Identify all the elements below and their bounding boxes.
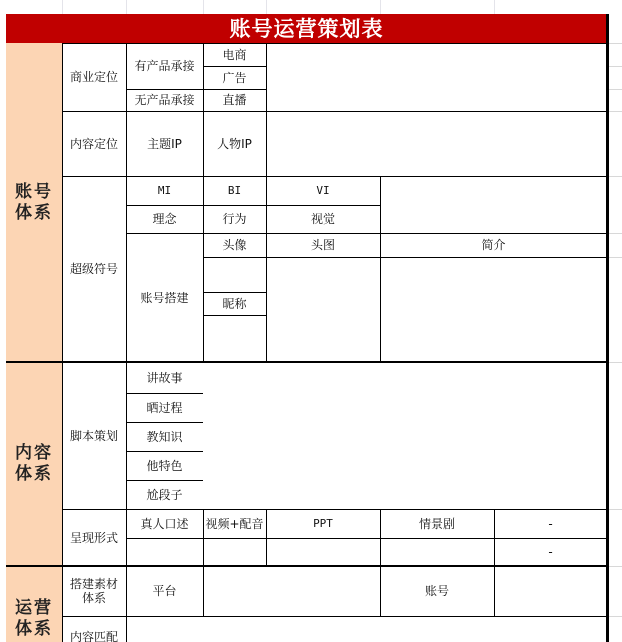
cell-business-position[interactable]: 商业定位 bbox=[69, 70, 118, 84]
cell-with-product[interactable]: 有产品承接 bbox=[134, 59, 195, 73]
cell-theme-ip[interactable]: 主题IP bbox=[147, 136, 182, 151]
cell-intro-value[interactable] bbox=[380, 257, 607, 362]
section-content-system[interactable] bbox=[6, 362, 62, 566]
border bbox=[266, 509, 267, 566]
cell-content-notes[interactable] bbox=[266, 111, 607, 176]
gridline bbox=[608, 43, 622, 44]
cell-bi[interactable]: BI bbox=[227, 183, 242, 197]
border-right bbox=[606, 14, 609, 642]
border bbox=[126, 89, 266, 90]
border bbox=[494, 509, 495, 616]
gridline bbox=[380, 0, 381, 14]
section-label-line1: 账号 bbox=[15, 181, 53, 202]
cell-live[interactable]: 直播 bbox=[222, 93, 247, 107]
border bbox=[126, 233, 607, 234]
cell-nickname[interactable]: 昵称 bbox=[222, 296, 247, 311]
cell-script-notes[interactable] bbox=[203, 362, 607, 509]
section-label-line2: 体系 bbox=[15, 464, 53, 484]
gridline bbox=[494, 0, 495, 14]
border bbox=[126, 43, 127, 642]
gridline bbox=[608, 566, 622, 567]
cell-content-match[interactable]: 内容匹配 bbox=[69, 630, 118, 642]
border bbox=[266, 43, 267, 362]
border bbox=[62, 616, 607, 617]
cell-account-setup[interactable]: 账号搭建 bbox=[140, 290, 189, 305]
cell-presentation-value[interactable] bbox=[203, 538, 266, 566]
cell-script-item[interactable]: 晒过程 bbox=[146, 400, 183, 415]
section-label-line2: 体系 bbox=[15, 202, 53, 223]
border bbox=[62, 43, 63, 642]
sheet-title[interactable]: 账号运营策划表 bbox=[6, 14, 607, 43]
cell-super-symbol[interactable]: 超级符号 bbox=[69, 262, 118, 276]
border bbox=[203, 292, 266, 293]
border bbox=[203, 43, 204, 362]
gridline bbox=[608, 89, 622, 90]
border bbox=[126, 393, 203, 394]
cell-presentation-form[interactable]: 呈现形式 bbox=[69, 530, 118, 545]
sheet-top-margin bbox=[0, 0, 622, 14]
cell-ecommerce[interactable]: 电商 bbox=[222, 47, 247, 62]
border-section bbox=[6, 361, 607, 363]
cell-presentation-item[interactable]: 真人口述 bbox=[140, 516, 189, 531]
gridline bbox=[608, 111, 622, 112]
cell-platform[interactable]: 平台 bbox=[152, 584, 177, 598]
gridline bbox=[608, 616, 622, 617]
border bbox=[62, 176, 607, 177]
cell-presentation-item[interactable]: - bbox=[548, 516, 553, 531]
cell-person-ip[interactable]: 人物IP bbox=[217, 136, 252, 151]
gridline bbox=[608, 257, 622, 258]
gridline bbox=[203, 0, 204, 14]
cell-presentation-value[interactable]: - bbox=[548, 545, 553, 559]
cell-material-system[interactable] bbox=[62, 566, 126, 616]
cell-content-position[interactable]: 内容定位 bbox=[69, 136, 118, 151]
cell-without-product[interactable]: 无产品承接 bbox=[134, 93, 195, 107]
gridline bbox=[608, 176, 622, 177]
border bbox=[62, 111, 607, 112]
cell-content-match-value[interactable] bbox=[126, 616, 607, 642]
border bbox=[203, 315, 266, 316]
cell-ads[interactable]: 广告 bbox=[222, 70, 247, 85]
section-account-system[interactable] bbox=[6, 43, 62, 362]
cell-script-item[interactable]: 他特色 bbox=[146, 458, 183, 473]
border bbox=[126, 422, 203, 423]
cell-label-line2: 体系 bbox=[81, 591, 106, 605]
cell-business-notes[interactable] bbox=[266, 43, 607, 111]
border bbox=[203, 509, 204, 616]
border bbox=[126, 451, 203, 452]
cell-platform-value[interactable] bbox=[203, 566, 380, 616]
border bbox=[126, 205, 380, 206]
cell-account[interactable]: 账号 bbox=[424, 584, 449, 598]
cell-presentation-item[interactable]: 情景剧 bbox=[418, 516, 455, 531]
cell-mi[interactable]: MI bbox=[157, 183, 172, 197]
border bbox=[203, 66, 266, 67]
cell-avatar-value[interactable] bbox=[203, 257, 266, 292]
gridline bbox=[608, 362, 622, 363]
border bbox=[203, 257, 607, 258]
cell-vi[interactable]: VI bbox=[316, 183, 330, 197]
cell-header-image[interactable]: 头图 bbox=[310, 238, 335, 252]
gridline bbox=[608, 509, 622, 510]
gridline bbox=[266, 0, 267, 14]
section-operation-system[interactable] bbox=[6, 566, 62, 642]
border bbox=[126, 480, 203, 481]
cell-symbol-notes[interactable] bbox=[380, 176, 607, 233]
cell-concept[interactable]: 理念 bbox=[152, 212, 177, 226]
border bbox=[380, 176, 381, 362]
gridline bbox=[608, 233, 622, 234]
cell-script-item[interactable]: 教知识 bbox=[146, 429, 183, 444]
cell-presentation-value[interactable] bbox=[266, 538, 380, 566]
border bbox=[126, 538, 607, 539]
gridline bbox=[608, 66, 622, 67]
cell-account-value[interactable] bbox=[494, 566, 607, 616]
cell-behavior[interactable]: 行为 bbox=[222, 212, 247, 226]
cell-presentation-item[interactable]: PPT bbox=[313, 516, 333, 530]
cell-intro[interactable]: 简介 bbox=[481, 238, 506, 252]
cell-header-image-value[interactable] bbox=[266, 257, 380, 362]
cell-presentation-item[interactable]: 视频+配音 bbox=[205, 516, 264, 531]
cell-visual[interactable]: 视觉 bbox=[310, 212, 335, 226]
cell-nickname-value[interactable] bbox=[203, 315, 266, 362]
gridline bbox=[62, 0, 63, 14]
section-label-line2: 体系 bbox=[15, 619, 53, 639]
section-label-line1: 运营 bbox=[15, 598, 53, 618]
cell-avatar[interactable]: 头像 bbox=[222, 238, 247, 252]
cell-label-line1: 搭建素材 bbox=[69, 577, 118, 591]
cell-presentation-value[interactable] bbox=[126, 538, 203, 566]
border bbox=[380, 509, 381, 616]
gridline bbox=[126, 0, 127, 14]
border bbox=[62, 43, 607, 44]
section-label-line1: 内容 bbox=[15, 443, 53, 463]
border-section bbox=[6, 565, 607, 567]
cell-script-item[interactable]: 讲故事 bbox=[146, 370, 183, 385]
cell-script-planning[interactable]: 脚本策划 bbox=[69, 428, 118, 443]
cell-script-item[interactable]: 尬段子 bbox=[146, 487, 183, 502]
border bbox=[62, 509, 607, 510]
cell-presentation-value[interactable] bbox=[380, 538, 494, 566]
